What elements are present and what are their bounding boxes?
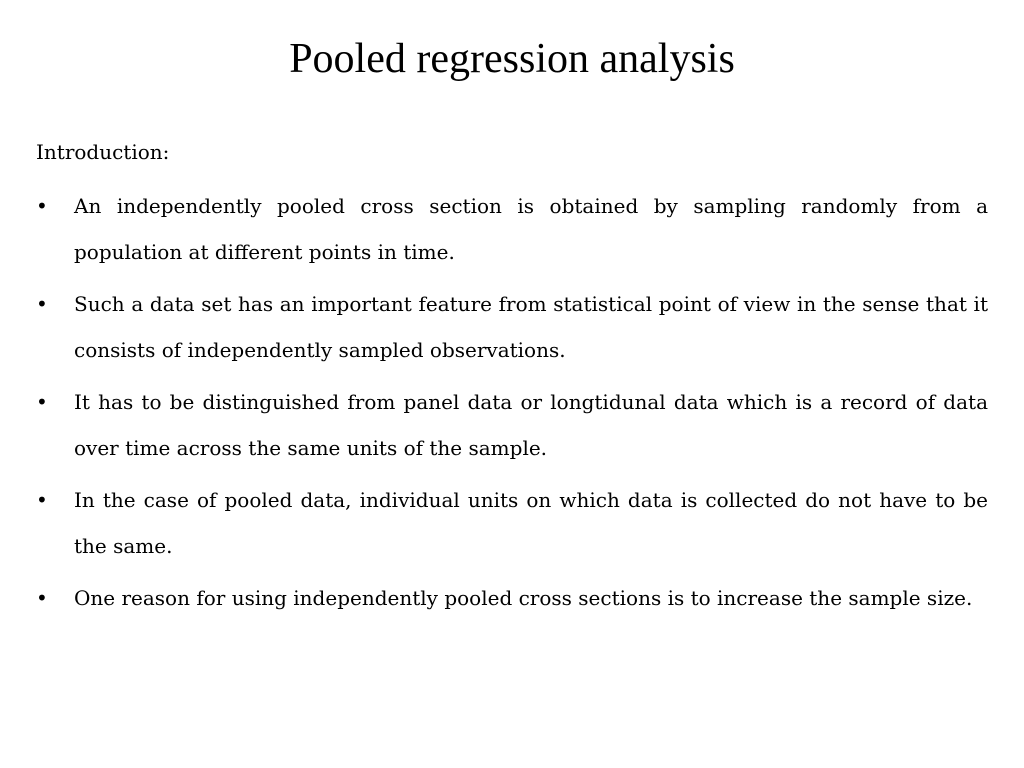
bullet-icon: • <box>36 390 48 414</box>
bullet-item <box>36 379 988 471</box>
bullet-text: An independently pooled cross section is obtained by sampling randomly from a population at different points in time. <box>74 194 988 264</box>
bullet-list <box>36 183 988 627</box>
bullet-item <box>36 281 988 373</box>
bullet-text: Such a data set has an important feature from statistical point of view in the sense that it consists of independently sampled observations. <box>74 292 988 362</box>
intro-label: Introduction: <box>36 140 170 164</box>
bullet-text: One reason for using independently pooled cross sections is to increase the sample size. <box>74 586 973 610</box>
bullet-icon: • <box>36 488 48 512</box>
bullet-item <box>36 575 988 621</box>
bullet-icon: • <box>36 586 48 610</box>
bullet-icon: • <box>36 292 48 316</box>
bullet-item <box>36 477 988 569</box>
bullet-text: In the case of pooled data, individual units on which data is collected do not have to be the same. <box>74 488 988 558</box>
bullet-icon: • <box>36 194 48 218</box>
bullet-item <box>36 183 988 275</box>
bullet-text: It has to be distinguished from panel data or longtidunal data which is a record of data over time across the same units of the sample. <box>74 390 988 460</box>
slide-title: Pooled regression analysis <box>289 36 735 82</box>
